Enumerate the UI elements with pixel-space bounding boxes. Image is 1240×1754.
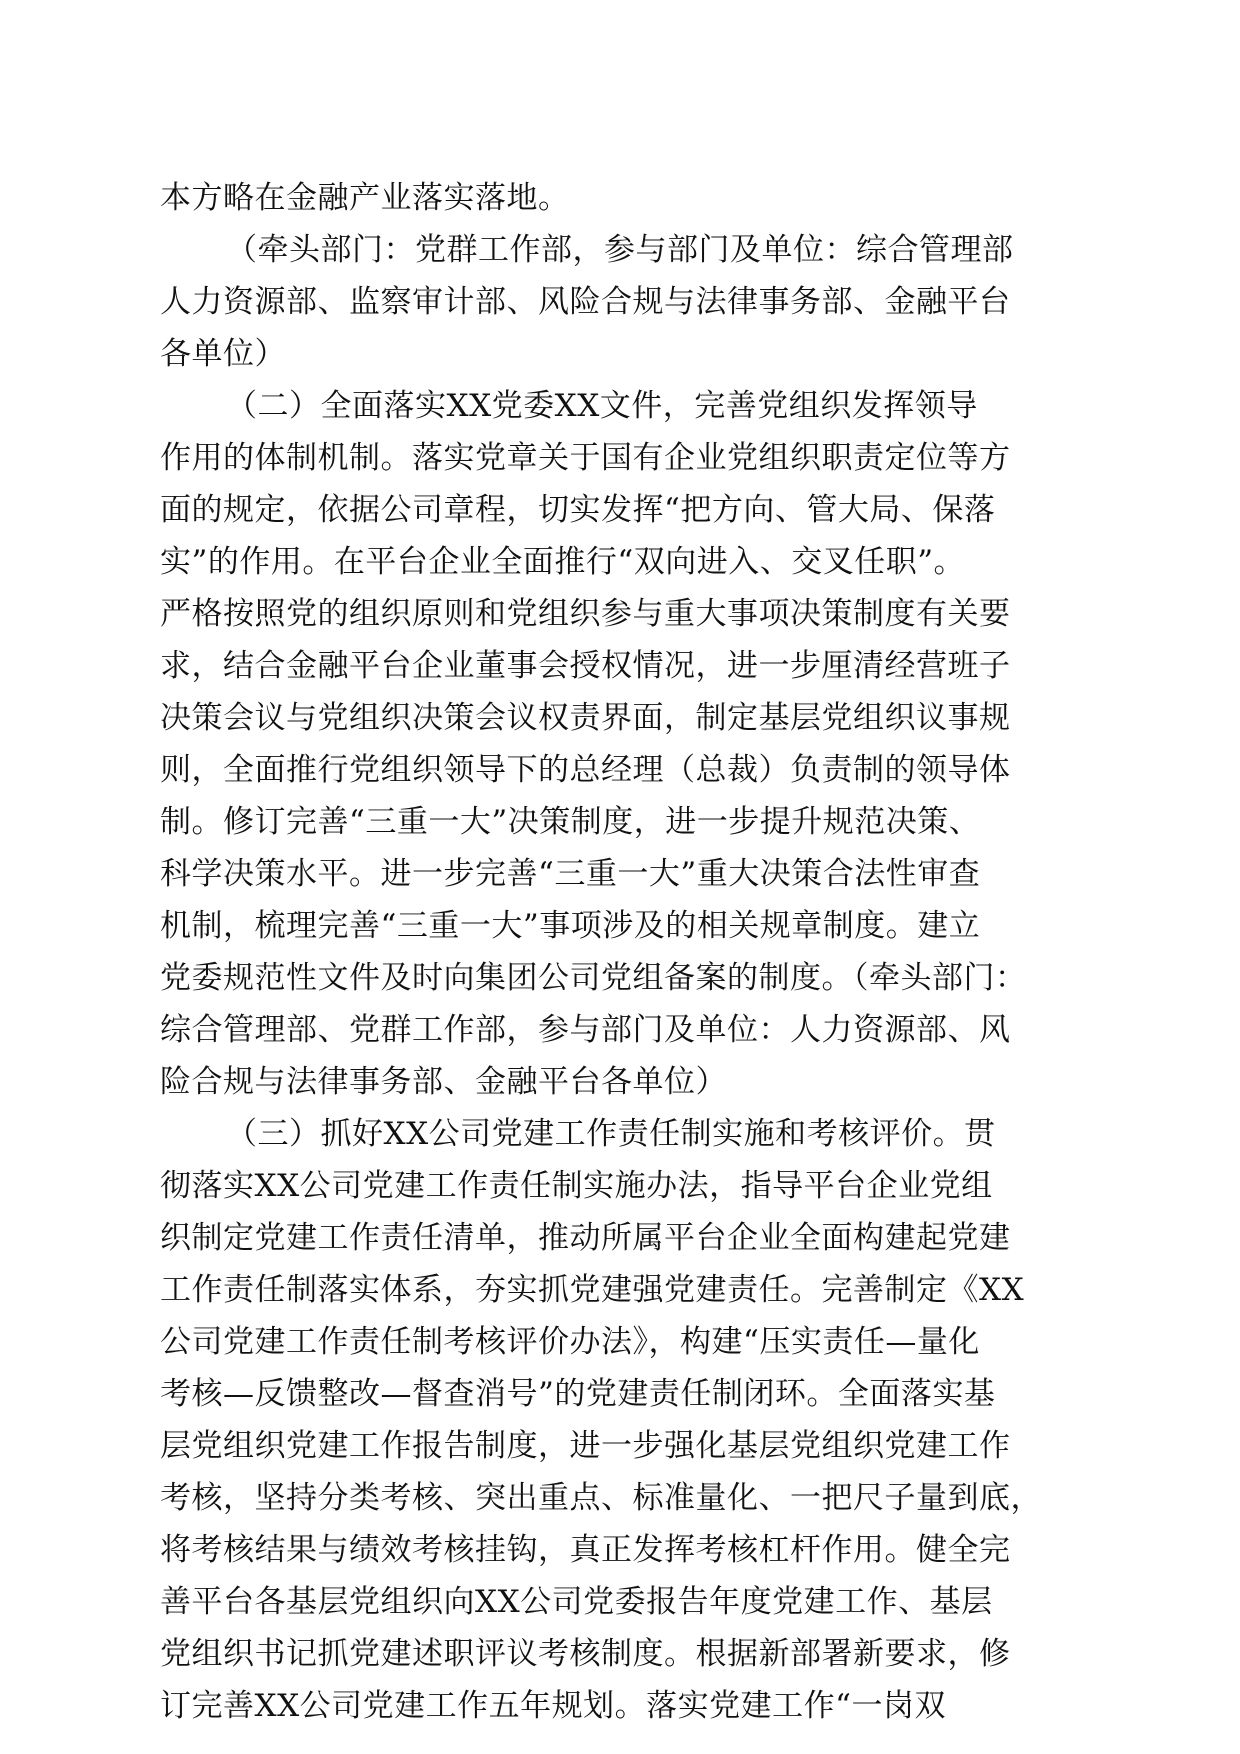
text-line: 科学决策水平。进一步完善“三重一大”重大决策合法性审查 bbox=[160, 856, 981, 892]
text-line: 面的规定，依据公司章程，切实发挥“把方向、管大局、保落 bbox=[160, 492, 996, 528]
text-line: 党组织书记抓党建述职评议考核制度。根据新部署新要求，修 bbox=[160, 1636, 1011, 1672]
text-line: 险合规与法律事务部、金融平台各单位） bbox=[160, 1064, 727, 1100]
text-line: 善平台各基层党组织向XX公司党委报告年度党建工作、基层 bbox=[160, 1584, 993, 1620]
text-line: 层党组织党建工作报告制度，进一步强化基层党组织党建工作 bbox=[160, 1428, 1011, 1464]
text-line: 实”的作用。在平台企业全面推行“双向进入、交叉任职”。 bbox=[160, 544, 966, 580]
text-line: 彻落实XX公司党建工作责任制实施办法，指导平台企业党组 bbox=[160, 1168, 993, 1204]
text-line: 党委规范性文件及时向集团公司党组备案的制度。（牵头部门： bbox=[160, 960, 1027, 996]
text-line: 公司党建工作责任制考核评价办法》，构建“压实责任—量化 bbox=[160, 1324, 980, 1360]
text-line: 制。修订完善“三重一大”决策制度，进一步提升规范决策、 bbox=[160, 804, 981, 840]
text-line: 综合管理部、党群工作部，参与部门及单位：人力资源部、风 bbox=[160, 1012, 1011, 1048]
text-line: （二）全面落实XX党委XX文件，完善党组织发挥领导 bbox=[226, 388, 978, 424]
text-line: 考核—反馈整改—督查消号”的党建责任制闭环。全面落实基 bbox=[160, 1376, 996, 1412]
text-line: 求，结合金融平台企业董事会授权情况，进一步厘清经营班子 bbox=[160, 648, 1011, 684]
text-line: 人力资源部、监察审计部、风险合规与法律事务部、金融平台 bbox=[160, 284, 1011, 320]
text-line: （牵头部门：党群工作部，参与部门及单位：综合管理部 bbox=[226, 232, 1014, 268]
text-line: 决策会议与党组织决策会议权责界面，制定基层党组织议事规 bbox=[160, 700, 1011, 736]
text-line: 严格按照党的组织原则和党组织参与重大事项决策制度有关要 bbox=[160, 596, 1011, 632]
text-line: 工作责任制落实体系，夯实抓党建强党建责任。完善制定《XX bbox=[160, 1272, 1025, 1308]
text-line: 将考核结果与绩效考核挂钩，真正发挥考核杠杆作用。健全完 bbox=[160, 1532, 1011, 1568]
text-line: 则，全面推行党组织领导下的总经理（总裁）负责制的领导体 bbox=[160, 752, 1011, 788]
text-line: 本方略在金融产业落实落地。 bbox=[160, 180, 570, 216]
text-line: 订完善XX公司党建工作五年规划。落实党建工作“一岗双 bbox=[160, 1688, 946, 1724]
text-line: 各单位） bbox=[160, 336, 286, 372]
text-line: （三）抓好XX公司党建工作责任制实施和考核评价。贯 bbox=[226, 1116, 996, 1152]
text-line: 考核，坚持分类考核、突出重点、标准量化、一把尺子量到底， bbox=[160, 1480, 1042, 1516]
text-line: 织制定党建工作责任清单，推动所属平台企业全面构建起党建 bbox=[160, 1220, 1011, 1256]
text-line: 作用的体制机制。落实党章关于国有企业党组织职责定位等方 bbox=[160, 440, 1011, 476]
text-line: 机制，梳理完善“三重一大”事项涉及的相关规章制度。建立 bbox=[160, 908, 981, 944]
